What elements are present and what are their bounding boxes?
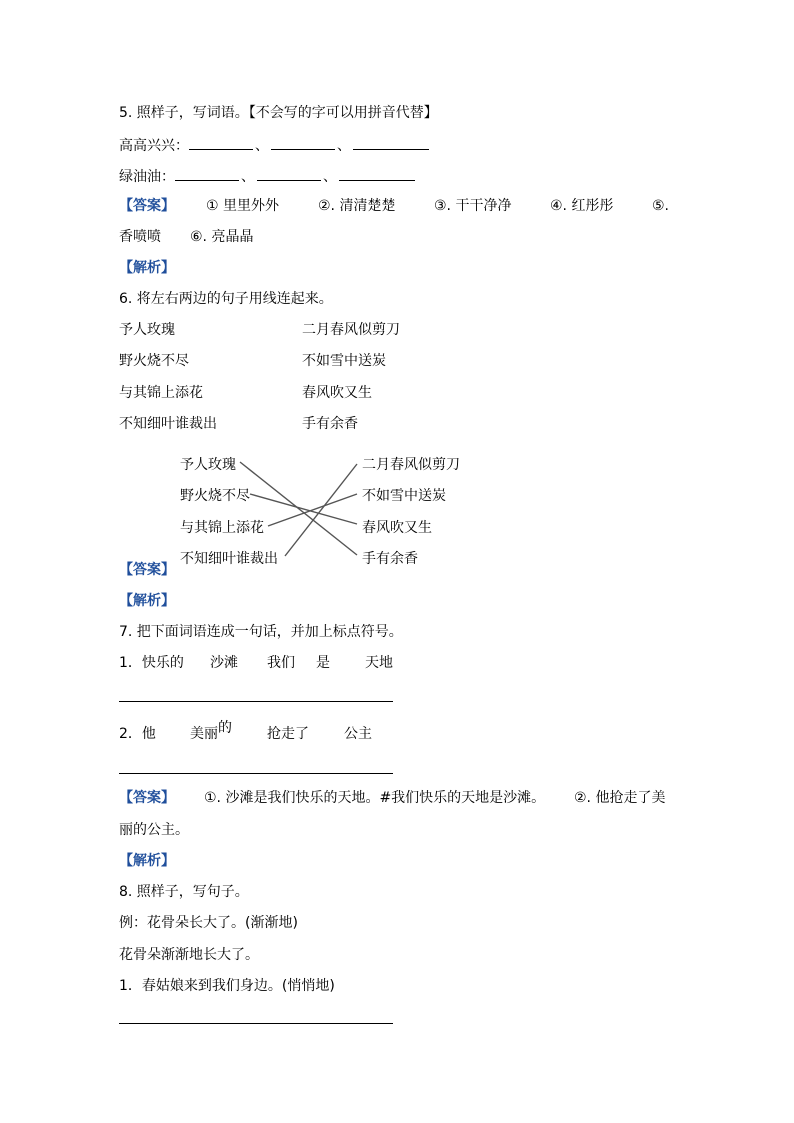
q7-title: 7. 把下面词语连成一句话，并加上标点符号。 xyxy=(119,624,403,640)
diagram-left-item: 野火烧不尽 xyxy=(180,488,250,504)
diagram-right-item: 二月春风似剪刀 xyxy=(362,457,460,473)
q5-answer-item: ④. 红彤彤 xyxy=(550,198,614,214)
q6-left-item: 与其锦上添花 xyxy=(119,385,203,401)
q5-row1-label: 高高兴兴： xyxy=(119,138,189,154)
q8-example-result: 花骨朵渐渐地长大了。 xyxy=(119,947,259,963)
connector-line xyxy=(240,462,357,555)
q8-item: 1．春姑娘来到我们身边。(悄悄地) xyxy=(119,978,335,994)
q6-right-item: 二月春风似剪刀 xyxy=(302,322,400,338)
connector-line xyxy=(250,494,357,524)
q7-word: 1．快乐的 xyxy=(119,655,184,671)
answer-line[interactable] xyxy=(119,773,393,774)
q5-answer-item: ⑤. xyxy=(652,198,670,214)
answer-line[interactable] xyxy=(119,1023,393,1024)
q7-word: 沙滩 xyxy=(210,655,238,671)
q7-word: 2．他 xyxy=(119,726,156,742)
q7-answer-text: ①. 沙滩是我们快乐的天地。#我们快乐的天地是沙滩。 xyxy=(204,790,546,806)
analysis-tag: 【解析】 xyxy=(119,853,175,869)
q7-word: 抢走了 xyxy=(267,726,309,742)
q6-right-item: 春风吹又生 xyxy=(302,385,372,401)
q5-answer-item: ⑥. 亮晶晶 xyxy=(190,229,254,245)
q7-answer-text: 丽的公主。 xyxy=(119,822,189,838)
connector-line xyxy=(285,464,357,556)
q7-word: 天地 xyxy=(365,655,393,671)
q7-word: 公主 xyxy=(344,726,372,742)
diagram-left-item: 予人玫瑰 xyxy=(180,457,236,473)
q5-answer-item: ① 里里外外 xyxy=(206,198,280,214)
q8-title: 8. 照样子，写句子。 xyxy=(119,884,249,900)
answer-tag: 【答案】 xyxy=(119,198,175,214)
q7-word: 是 xyxy=(316,655,330,671)
diagram-left-item: 不知细叶谁裁出 xyxy=(180,551,278,567)
q5-row2-label: 绿油油： xyxy=(119,169,175,185)
q7-word: 我们 xyxy=(267,655,295,671)
diagram-left-item: 与其锦上添花 xyxy=(180,520,264,536)
analysis-tag: 【解析】 xyxy=(119,260,175,276)
q6-left-item: 予人玫瑰 xyxy=(119,322,175,338)
diagram-right-item: 不如雪中送炭 xyxy=(362,488,446,504)
q7-word: 的 xyxy=(218,720,232,736)
diagram-right-item: 手有余香 xyxy=(362,551,418,567)
q5-row-1: 高高兴兴： 、 、 xyxy=(119,135,429,155)
q5-answer-item: ③. 干干净净 xyxy=(434,198,512,214)
analysis-tag: 【解析】 xyxy=(119,593,175,609)
q6-right-item: 手有余香 xyxy=(302,416,358,432)
diagram-right-item: 春风吹又生 xyxy=(362,520,432,536)
q5-row-2: 绿油油： 、 、 xyxy=(119,166,415,186)
q5-answer-item: ②. 清清楚楚 xyxy=(318,198,396,214)
q6-left-item: 不知细叶谁裁出 xyxy=(119,416,217,432)
q6-right-item: 不如雪中送炭 xyxy=(302,353,386,369)
answer-tag: 【答案】 xyxy=(119,790,175,806)
q7-answer-text: ②. 他抢走了美 xyxy=(574,790,666,806)
q5-title: 5. 照样子，写词语。【不会写的字可以用拼音代替】 xyxy=(119,105,438,121)
q7-word: 美丽 xyxy=(190,726,218,742)
q5-answer-item: 香喷喷 xyxy=(119,229,161,245)
q6-left-item: 野火烧不尽 xyxy=(119,353,189,369)
q6-title: 6. 将左右两边的句子用线连起来。 xyxy=(119,291,333,307)
answer-line[interactable] xyxy=(119,701,393,702)
q8-example: 例：花骨朵长大了。(渐渐地) xyxy=(119,915,298,931)
answer-tag: 【答案】 xyxy=(119,562,175,578)
